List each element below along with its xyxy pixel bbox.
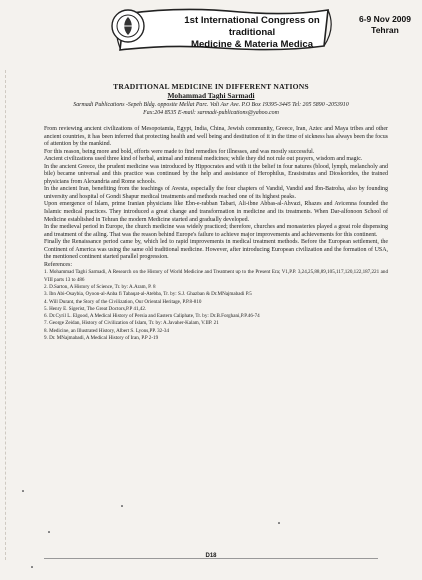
congress-logo-icon — [110, 8, 146, 44]
article-author: Mohammad Taghi Sarmadi — [167, 91, 255, 100]
conference-line1: 1st International Congress on traditional — [184, 15, 320, 38]
reference-item: 5. Henry E. Sigerist, The Great Doctors,P.P 41,42. — [44, 305, 147, 312]
reference-item: 3. Ibn Abi-Osaybia, Oyoon-al-Anba fi Tabaqat-al-Atebba, Tr. by: S.J. Ghazban & Dr.MNajmabadi P.5 — [44, 291, 252, 298]
references-list — [44, 269, 388, 342]
reference-item: 8. Medicine, an Illustrated History, Albert S. Lyons,PP. 32-34 — [44, 327, 170, 334]
paragraph: Ancient civilizations used three kind of herbal, animal and mineral medicines; while they did not rule out prayers, wisdom and magic. — [44, 156, 363, 163]
conference-line2: Medicine & Materia Medica — [190, 39, 314, 50]
reference-item: 2. D.Sarton, A History of Science, Tr. by: A.Aram, P. 8 — [44, 283, 156, 290]
page-number: D18 — [205, 553, 217, 559]
paragraph: In the ancient Iran, benefiting from the teachings of Avesta, especially the four chapters of Vandid, Vandid and Ibn-Batroha, also by founding university and hospital of Gondi Shapur medical treatments and methods reached one of its highest peaks. — [44, 186, 388, 200]
scan-speck — [31, 566, 33, 568]
paragraph: Upon emergence of Islam, prime Iranian physicians like Ebn-e-rabban Tabari, Ali-ibne Abbas-al-Ahvazi, Rhazes and Avicenna founded the Islamic medical practices. They introduced a great change and transformation in medicine and its treatments. When Dar-alfonoon School of Medicine established in Tehran the modern Medicine started and gradually developed. — [44, 201, 388, 223]
conference-date-block — [356, 14, 414, 36]
paragraph: In the ancient Greece, the prudent medicine was introduced by Hippocrates and with it the belief in four natures (blood, lymph, melancholy and bile) became universal and this practice was continued by the help and assistance of Herophilus, Erasistratus and Dioskorides, the trained physicians from Alexandria and Rome schools. — [44, 163, 388, 185]
article-body — [44, 126, 388, 342]
reference-item: 1. Mohammad Taghi Sarmadi, A Research on the History of World Medicine and Treatment up to the Present Era; V1,P.P. 3,24,25,88,89,105,117,120,122,187,221 and VIII parts 13 to 486 — [44, 269, 388, 283]
footer-rule — [44, 558, 378, 559]
author-affiliation: Sarmadi Publications -Sepeh Bldg. opposite Mellat Parc. Vali Asr Ave. P.O Box 19395-3445 Tel: 205 5890 -2053910 Fax:204 8535 E-mail: sarmadi-publications@yahoo.com — [73, 102, 349, 116]
reference-item: 7. George Zeidan, History of Civilization of Islam, Tr. by: A.Javaher-Kalam, V.IIP. 21 — [44, 320, 219, 327]
scan-speck — [121, 505, 123, 507]
references-heading: References: — [44, 261, 73, 268]
reference-item: 4. Will Durant, the Story of the Civilization, Our Oriental Heritage, P.P.8-810 — [44, 298, 202, 305]
paragraph: Finally the Renaissance period came by, which led to rapid improvements in medical treatment methods. Before the European settlement, the Continent of America was using the same old traditional medicine. However, after introducing European civilization and the formation of USA, the mentioned continent started parallel progression. — [44, 239, 388, 261]
paragraph: From reviewing ancient civilizations of Mesopotamia, Egypt, India, China, Jewish community, Greece, Iran, Aztec and Maya tribes and other ancient countries, it has been inferred that protecting health and well being and destitution of it in the time of sickness has always been the focus of attention by the mankind. — [44, 126, 388, 148]
conference-name — [172, 15, 332, 51]
conference-date: 6-9 Nov 2009 — [359, 14, 411, 24]
reference-item: 6. Dr.Cyril L. Elgood, A Medical History of Persia and Eastern Caliphate, Tr. by: Dr.B.Forghani,P.P.46-74 — [44, 313, 260, 320]
scan-speck — [48, 531, 50, 533]
scan-speck — [278, 522, 280, 524]
paragraph: In the medieval period in Europe, the church medicine was widely practiced; therefore, churches and monasteries played a great role dispensing and treatment of the ailing. That was the reason behind Europe's failure to achieve major improvements and achievements for this continent. — [44, 224, 388, 238]
reference-item: 9. Dr. MNajmabadi, A Medical History of Iran, P.P 2-19 — [44, 335, 159, 342]
conference-banner — [110, 8, 336, 52]
conference-city: Tehran — [371, 25, 399, 35]
paragraph: For this reason, being more and bold, efforts were made to find remedies for illnesses, and was mostly successful. — [44, 148, 315, 155]
scan-speck — [22, 490, 24, 492]
article-title: TRADITIONAL MEDICINE IN DIFFERENT NATIONS — [113, 82, 309, 91]
margin-rule — [5, 70, 6, 560]
